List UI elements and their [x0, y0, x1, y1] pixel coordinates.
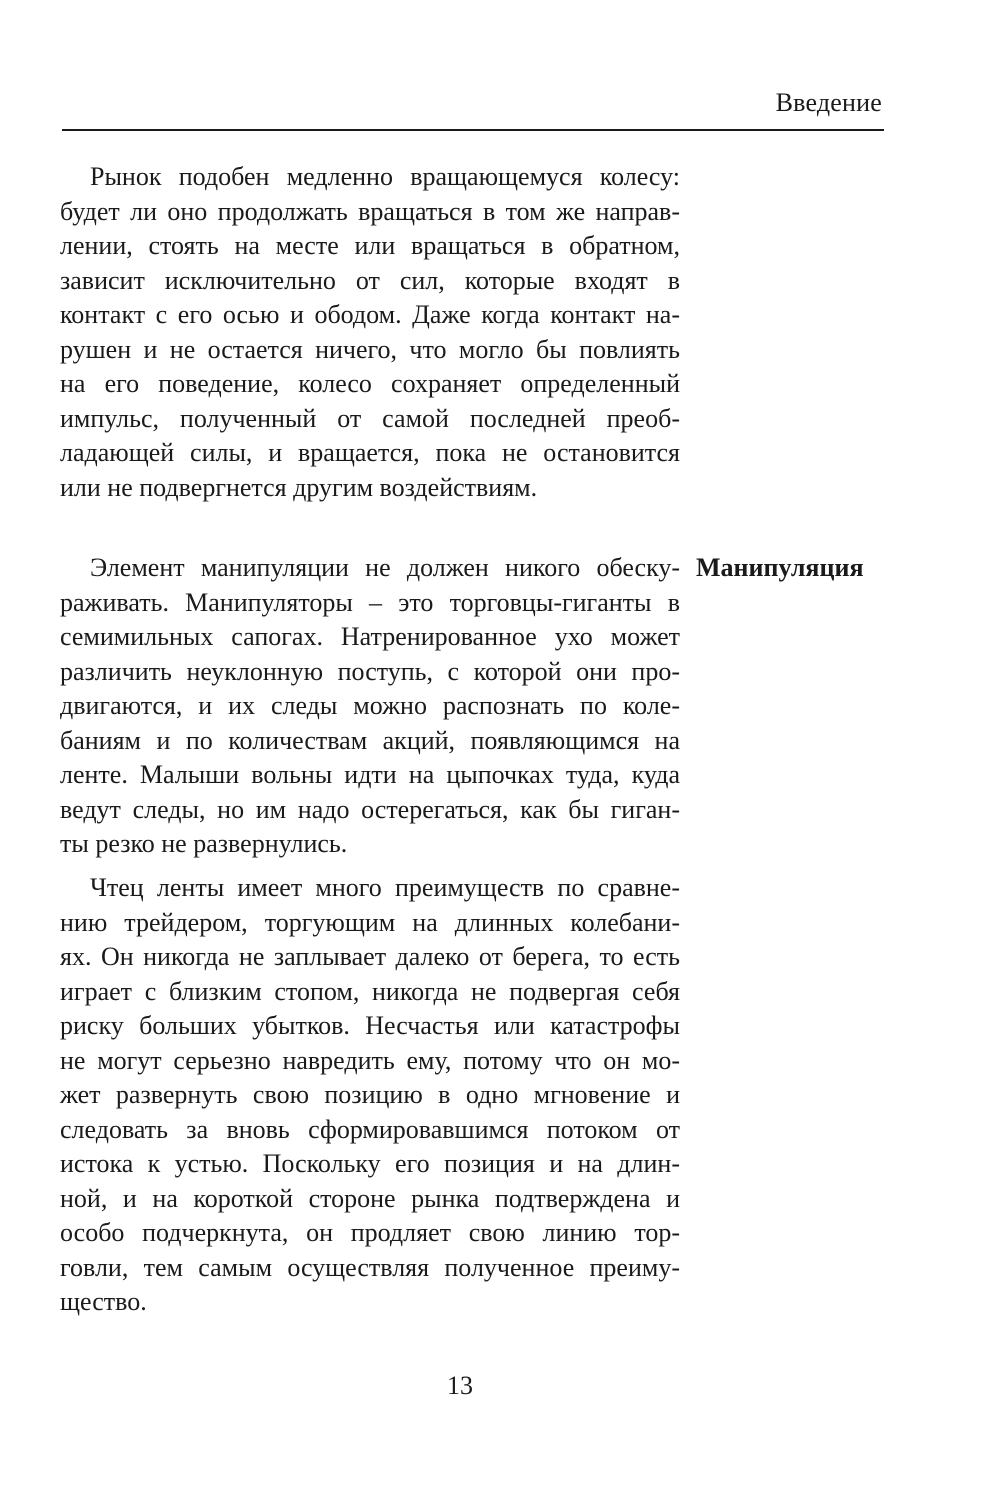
text-line: нию трейдером, торгующим на длинных колебани-	[60, 907, 680, 937]
paragraph-tape-reader	[60, 871, 680, 1320]
header-rule	[62, 129, 884, 131]
text-line: лении, стоять на месте или вращаться в обратном,	[60, 231, 680, 260]
page-number: 13	[447, 1371, 473, 1400]
text-line: рушен и не остается ничего, что могло бы повлиять	[60, 334, 680, 364]
text-line: на его поведение, колесо сохраняет определенный	[60, 369, 680, 398]
text-line: говли, тем самым осуществляя полученное преиму-	[60, 1252, 680, 1282]
text-line: риску больших убытков. Несчастья или катастрофы	[60, 1011, 680, 1040]
text-line: зависит исключительно от сил, которые входят в	[60, 265, 680, 295]
text-line: ладающей силы, и вращается, пока не остановится	[60, 438, 680, 467]
text-line: ях. Он никогда не заплывает далеко от берега, то есть	[60, 942, 680, 971]
text-line: двигаются, и их следы можно распознать по коле-	[60, 691, 680, 720]
text-line: играет с близким стопом, никогда не подвергая себя	[60, 976, 680, 1006]
text-line: ведут следы, но им надо остерегаться, как бы гиган-	[60, 794, 680, 824]
text-line: истока к устью. Поскольку его позиция и на длин-	[60, 1149, 680, 1178]
text-line: или не подвергнется другим воздействиям.	[60, 472, 538, 502]
text-line: не могут серьезно навредить ему, потому что он мо-	[60, 1045, 680, 1075]
running-head-title: Введение	[775, 88, 882, 117]
text-line: следовать за вновь сформировавшимся потоком от	[60, 1114, 680, 1144]
text-line: Чтец ленты имеет много преимуществ по сравне-	[90, 873, 680, 902]
text-line: щество.	[60, 1287, 147, 1316]
paragraph-wheel	[60, 160, 680, 505]
text-line: особо подчеркнута, он продляет свою линию тор-	[60, 1218, 680, 1247]
text-line: семимильных сапогах. Натренированное ухо может	[60, 622, 680, 651]
text-line: будет ли оно продолжать вращаться в том же направ-	[60, 196, 680, 226]
text-line: импульс, полученный от самой последней преоб-	[60, 403, 680, 433]
text-line: жет развернуть свою позицию в одно мгновение и	[60, 1080, 680, 1109]
text-line: баниям и по количествам акций, появляющимся на	[60, 725, 680, 755]
text-line: различить неуклонную поступь, с которой они про-	[60, 656, 680, 686]
text-line: раживать. Манипуляторы – это торговцы-гиганты в	[60, 587, 680, 617]
text-line: контакт с его осью и ободом. Даже когда контакт на-	[60, 300, 680, 329]
paragraph-manipulation	[60, 551, 680, 862]
text-line: Рынок подобен медленно вращающемуся колесу:	[90, 162, 680, 191]
margin-heading-manipulation: Манипуляция	[696, 553, 864, 582]
text-line: ной, и на короткой стороне рынка подтверждена и	[60, 1183, 680, 1213]
text-line: Элемент манипуляции не должен никого обеску-	[90, 553, 680, 582]
text-line: ты резко не развернулись.	[60, 829, 348, 858]
text-line: ленте. Малыши вольны идти на цыпочках туда, куда	[60, 760, 680, 789]
